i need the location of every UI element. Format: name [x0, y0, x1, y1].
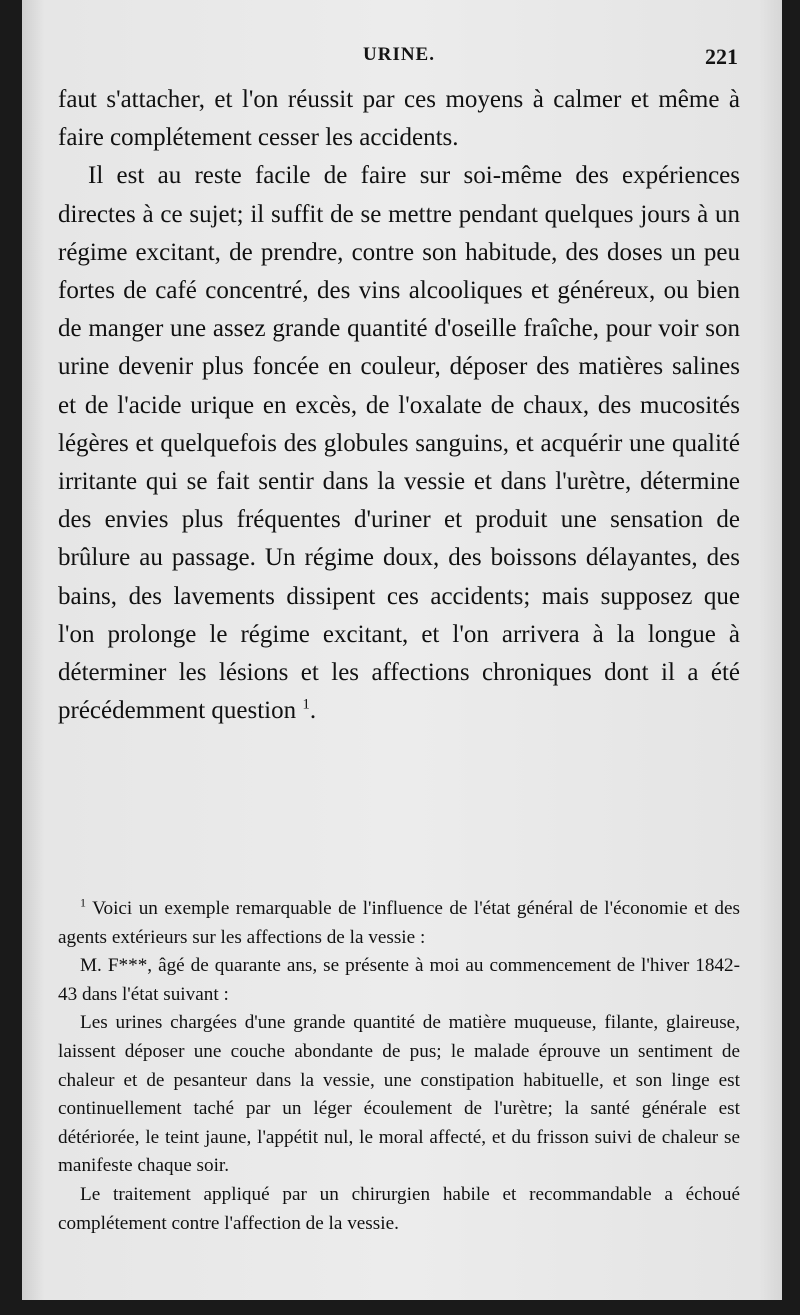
paragraph [58, 157, 740, 730]
footnote [58, 895, 740, 952]
footnotes [58, 895, 740, 1238]
running-title: URINE. [363, 44, 435, 65]
main-text [58, 81, 740, 730]
paragraph: faut s'attacher, et l'on réussit par ces moyens à calmer et même à faire complétement cesser les accidents. [58, 86, 740, 152]
footnote-paragraph: Les urines chargées d'une grande quantité de matière muqueuse, filante, glaireuse, laissent déposer une couche abondante de pus; le malade éprouve un sentiment de chaleur et de pesanteur dans la vessie, une constipation habituelle, et son linge est continuellement taché par un léger écoulement de l'urètre; la santé générale est détériorée, le teint jaune, l'appétit nul, le moral affecté, et du frisson suivi de chaleur se manifeste chaque soir. [58, 1012, 740, 1177]
footnote-marker: 1 [302, 696, 310, 713]
footnote-paragraph: M. F***, âgé de quarante ans, se présente à moi au commencement de l'hiver 1842-43 dans l'état suivant : [58, 955, 740, 1005]
paragraph-text: Il est au reste facile de faire sur soi-même des expériences directes à ce sujet; il suffit de se mettre pendant quelques jours à un régime excitant, de prendre, contre son habitude, des doses un peu fortes de café concentré, des vins alcooliques et généreux, ou bien de manger une assez grande quantité d'oseille fraîche, pour voir son urine devenir plus foncée en couleur, déposer des matières salines et de l'acide urique en excès, de l'oxalate de chaux, des mucosités légères et quelquefois des globules sanguins, et acquérir une qualité irritante qui se fait sentir dans la vessie et dans l'urètre, détermine des envies plus fréquentes d'uriner et produit une sensation de brûlure au passage. Un régime doux, des boissons délayantes, des bains, des lavements dissipent ces accidents; mais supposez que l'on prolonge le régime excitant, et l'on arrivera à la longue à déterminer les lésions et les affections chroniques dont il a été précédemment question [58, 162, 740, 725]
paragraph-end: . [309, 697, 317, 725]
book-page [22, 0, 782, 1300]
page-number: 221 [705, 44, 738, 69]
footnote-text: Voici un exemple remarquable de l'influence de l'état général de l'économie et des agents extérieurs sur les affections de la vessie : [58, 898, 740, 948]
page-header [60, 44, 738, 74]
footnote-number: 1 [80, 895, 86, 910]
footnote-paragraph: Le traitement appliqué par un chirurgien habile et recommandable a échoué complétement contre l'affection de la vessie. [58, 1183, 740, 1234]
